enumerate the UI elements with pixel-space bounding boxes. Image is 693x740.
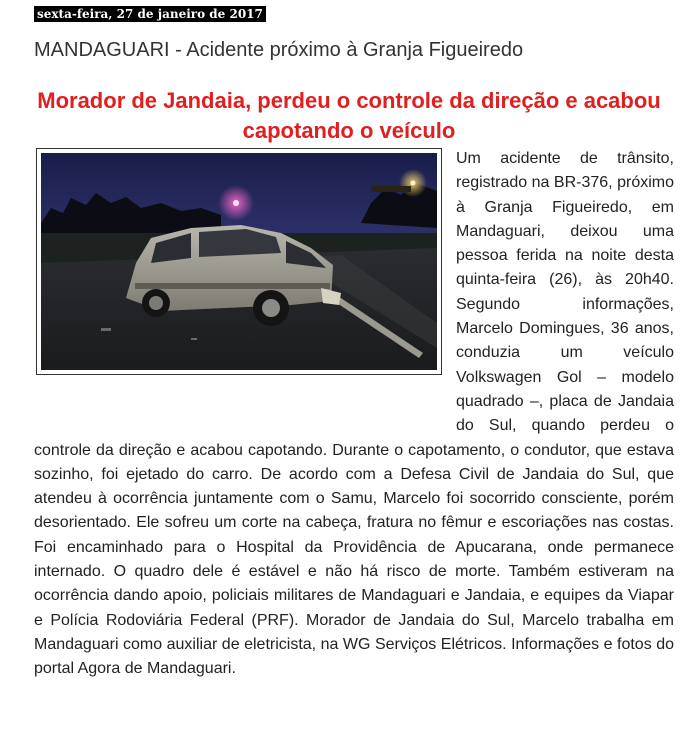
post-date: sexta-feira, 27 de janeiro de 2017 <box>34 6 266 22</box>
article-body <box>34 147 674 682</box>
post-title[interactable]: MANDAGUARI - Acidente próximo à Granja Figueiredo <box>34 39 524 61</box>
image-spacer <box>34 147 456 423</box>
headline: Morador de Jandaia, perdeu o controle da direção e acabou capotando o veículo <box>37 88 661 143</box>
article-text: Um acidente de trânsito, registrado na BR-376, próximo à Granja Figueiredo, em Mandaguari, deixou uma pessoa ferida na noite desta quinta-feira (26), às 20h40. Segundo informações, Marcelo Domingues, 36 anos, conduzia um veículo Volkswagen Gol – modelo quadrado –, placa de Jandaia do Sul, quando perdeu o controle da direção e acabou capotando. Durante o capotamento, o condutor, que estava sozinho, foi ejetado do carro. De acordo com a Defesa Civil de Jandaia do Sul, que atendeu à ocorrência juntamente com o Samu, Marcelo foi socorrido consciente, porém desorientado. Ele sofreu um corte na cabeça, fratura no fêmur e escoriações nas costas. Foi encaminhado para o Hospital da Providência de Apucarana, onde permanece internado. O quadro dele é estável e não há risco de morte. Também estiveram na ocorrência dando apoio, policiais militares de Mandaguari e Jandaia, e equipes da Viapar e Polícia Rodoviária Federal (PRF). Morador de Jandaia do Sul, Marcelo trabalha em Mandaguari como auxiliar de eletricista, na WG Serviços Elétricos. Informações e fotos do portal Agora de Mandaguari. <box>34 150 674 678</box>
